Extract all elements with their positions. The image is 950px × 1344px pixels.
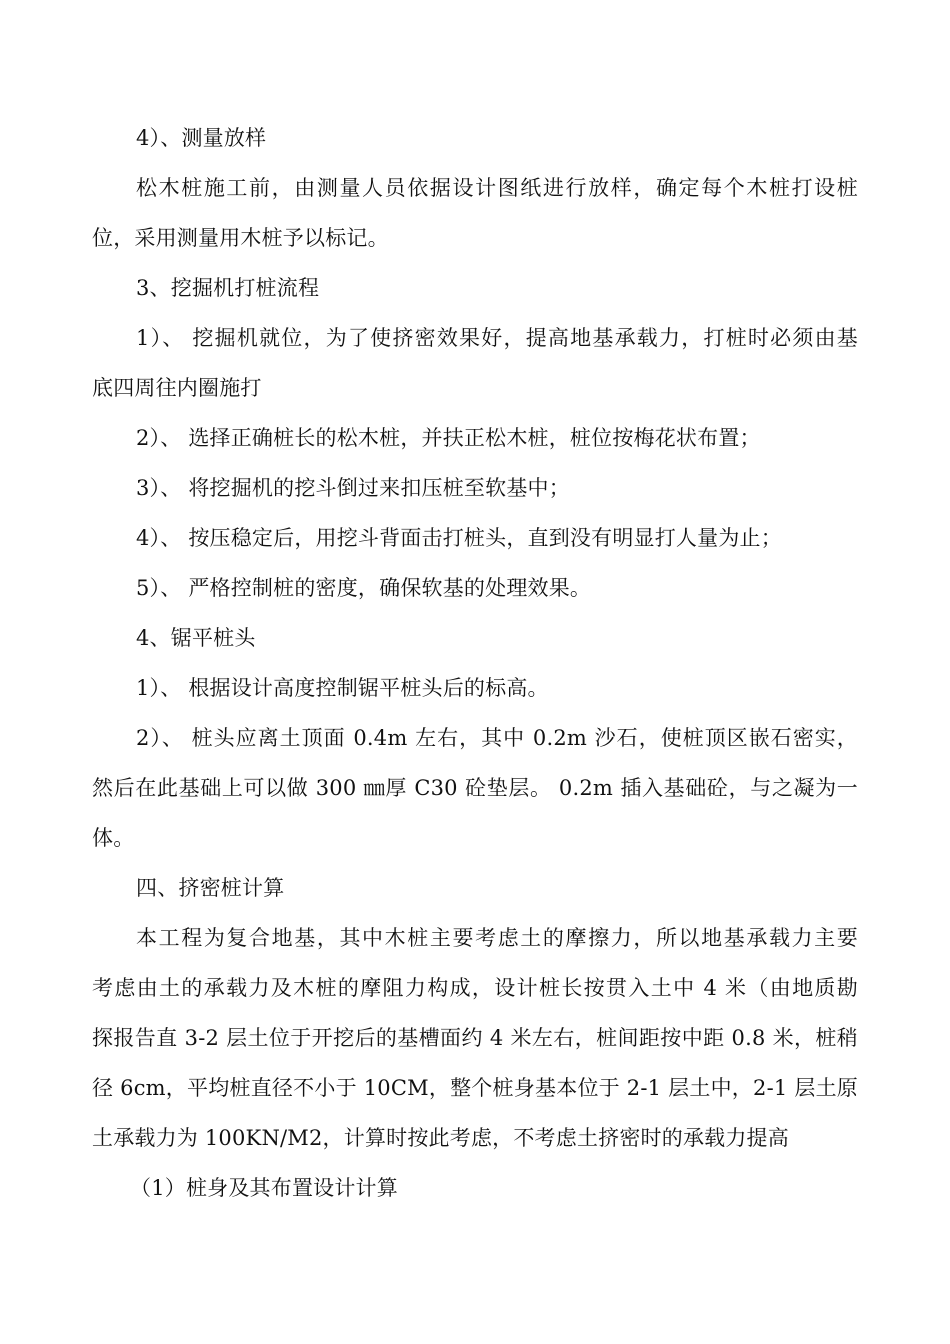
paragraph-line: 1）、 挖掘机就位，为了使挤密效果好，提高地基承载力，打桩时必须由基 — [136, 326, 858, 350]
heading-excavator-process: 3、挖掘机打桩流程 — [136, 276, 320, 300]
paragraph-line: 土承载力为 100KN/M2，计算时按此考虑，不考虑土挤密时的承载力提高 — [92, 1126, 789, 1150]
paragraph-line: 体。 — [92, 826, 135, 850]
heading-survey-layout: 4）、测量放样 — [136, 126, 267, 150]
paragraph-line: 位，采用测量用木桩予以标记。 — [92, 226, 389, 250]
heading-cut-pile-head: 4、锯平桩头 — [136, 626, 256, 650]
paragraph-line: 径 6cm，平均桩直径不小于 10CM，整个桩身基本位于 2-1 层土中，2-1 层土原 — [92, 1076, 858, 1100]
heading-pile-layout-design: （1）桩身及其布置设计计算 — [130, 1176, 398, 1200]
list-item: 4）、 按压稳定后，用挖斗背面击打桩头，直到没有明显打人量为止； — [136, 526, 782, 550]
paragraph-line: 探报告直 3-2 层土位于开挖后的基槽面约 4 米左右，桩间距按中距 0.8 米，桩稍 — [92, 1026, 858, 1050]
heading-compaction-pile-calc: 四、挤密桩计算 — [136, 876, 285, 900]
list-item: 3）、 将挖掘机的挖斗倒过来扣压桩至软基中； — [136, 476, 570, 500]
paragraph-line: 松木桩施工前，由测量人员依据设计图纸进行放样，确定每个木桩打设桩 — [136, 176, 858, 200]
paragraph-line: 本工程为复合地基，其中木桩主要考虑土的摩擦力，所以地基承载力主要 — [136, 926, 858, 950]
paragraph-line: 2）、 桩头应离土顶面 0.4m 左右，其中 0.2m 沙石，使桩顶区嵌石密实， — [136, 726, 858, 750]
list-item: 1）、 根据设计高度控制锯平桩头后的标高。 — [136, 676, 549, 700]
paragraph-line: 底四周往内圈施打 — [92, 376, 262, 400]
list-item: 2）、 选择正确桩长的松木桩，并扶正松木桩，桩位按梅花状布置； — [136, 426, 761, 450]
paragraph-line: 然后在此基础上可以做 300 ㎜厚 C30 砼垫层。 0.2m 插入基础砼，与之凝为一 — [92, 776, 858, 800]
list-item: 5）、 严格控制桩的密度，确保软基的处理效果。 — [136, 576, 592, 600]
paragraph-line: 考虑由土的承载力及木桩的摩阻力构成，设计桩长按贯入土中 4 米（由地质勘 — [92, 976, 858, 1000]
